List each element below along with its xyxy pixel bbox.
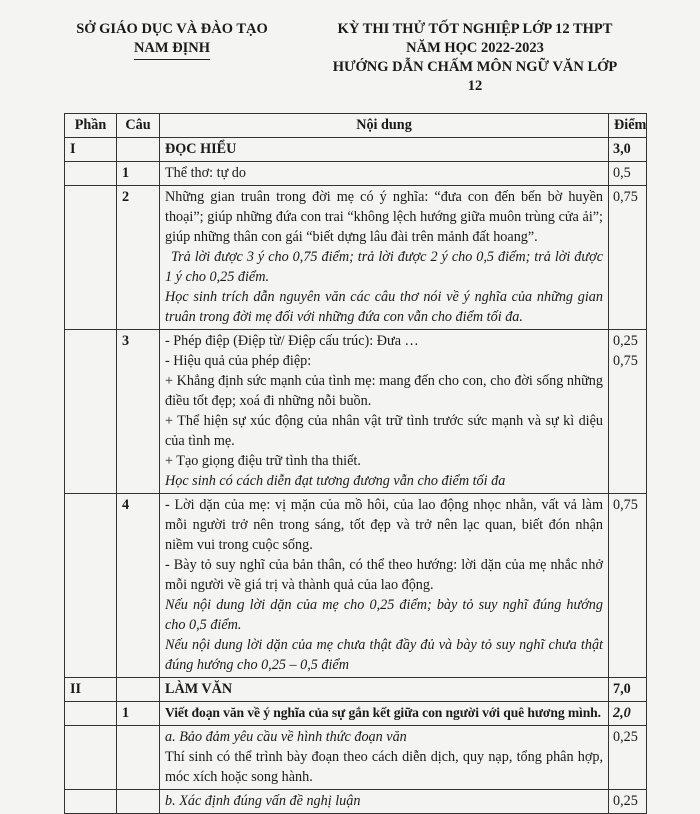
grading-note: Trả lời được 3 ý cho 0,75 điểm; trả lời được 2 ý cho 0,5 điểm; trả lời được 1 ý cho 0,25 điểm.: [165, 249, 603, 285]
section-row-writing: [65, 678, 647, 702]
province-name: NAM ĐỊNH: [134, 39, 210, 60]
criteria-title: b. Xác định đúng vấn đề nghị luận: [160, 790, 609, 814]
empty-cell: [117, 726, 160, 790]
answer-text: + Thể hiện sự xúc động của nhân vật trữ tình trước sức mạnh và sự kì diệu của tình mẹ.: [165, 413, 603, 449]
table-row: [65, 162, 647, 186]
answer-text: + Khẳng định sức mạnh của tình mẹ: mang đến cho con, cho đời sống những điều tốt đẹp; xoá đi những nỗi buồn.: [165, 373, 603, 409]
answer-text: + Tạo giọng điệu trữ tình tha thiết.: [165, 453, 361, 469]
guide-title: HƯỚNG DẪN CHẤM MÔN NGỮ VĂN LỚP 12: [332, 59, 618, 94]
question-number: 1: [117, 162, 160, 186]
header-part: Phần: [65, 114, 117, 138]
question-content: Thể thơ: tự do: [160, 162, 609, 186]
empty-cell: [65, 162, 117, 186]
question-number: 3: [117, 330, 160, 494]
empty-cell: [65, 702, 117, 726]
header-right: [325, 20, 625, 96]
empty-cell: [65, 494, 117, 678]
grading-table: [64, 113, 647, 814]
answer-text: Những gian truân trong đời mẹ có ý nghĩa: “đưa con đến bến bờ huyền thoại”; giúp những đứa con trai “không lệch hướng giữa muôn trùng cửa ải”; giúp những thân con gái “biết dựng lâu đài trên mảnh đất hoang”.: [165, 189, 603, 245]
question-points: 0,75: [609, 494, 647, 678]
table-row: [65, 790, 647, 814]
question-number: 1: [117, 702, 160, 726]
school-year: NĂM HỌC 2022-2023: [406, 40, 544, 56]
section-part: I: [65, 138, 117, 162]
criteria-points: 0,25: [609, 790, 647, 814]
writing-task-title: Viết đoạn văn về ý nghĩa của sự gắn kết giữa con người với quê hương mình.: [160, 702, 609, 726]
question-number: 2: [117, 186, 160, 330]
grading-note: Học sinh có cách diễn đạt tương đương vẫn cho điểm tối đa: [165, 473, 506, 489]
answer-text: - Hiệu quả của phép điệp:: [165, 353, 312, 369]
header-question: Câu: [117, 114, 160, 138]
table-row: [65, 186, 647, 330]
question-content: [160, 330, 609, 494]
points-value: 0,75: [613, 353, 638, 369]
section-points: 3,0: [609, 138, 647, 162]
empty-cell: [65, 330, 117, 494]
empty-cell: [117, 790, 160, 814]
empty-cell: [65, 790, 117, 814]
department-name: SỞ GIÁO DỤC VÀ ĐÀO TẠO: [76, 21, 268, 37]
table-row: [65, 702, 647, 726]
header-left: [72, 20, 272, 60]
section-title: LÀM VĂN: [160, 678, 609, 702]
table-row: [65, 330, 647, 494]
section-part: II: [65, 678, 117, 702]
question-content: [160, 494, 609, 678]
answer-text: - Bày tỏ suy nghĩ của bản thân, có thể theo hướng: lời dặn của mẹ nhắc nhở mỗi người về giá trị và thành quả của lao động.: [165, 557, 603, 593]
points-value: 0,25: [613, 333, 638, 349]
empty-cell: [65, 726, 117, 790]
question-points: [609, 330, 647, 494]
exam-title: KỲ THI THỬ TỐT NGHIỆP LỚP 12 THPT: [337, 21, 613, 37]
question-content: [160, 186, 609, 330]
question-number: 4: [117, 494, 160, 678]
grading-note: Nếu nội dung lời dặn của mẹ chưa thật đầy đủ và bày tỏ suy nghĩ chưa thật đúng hướng cho 0,25 – 0,5 điểm: [165, 637, 603, 673]
header-points: Điểm: [609, 114, 647, 138]
criteria-title: a. Bảo đảm yêu cầu về hình thức đoạn văn: [165, 729, 407, 745]
empty-cell: [65, 186, 117, 330]
section-row-reading: [65, 138, 647, 162]
answer-text: - Lời dặn của mẹ: vị mặn của mồ hôi, của lao động nhọc nhằn, vất vả làm mỗi người trở nên trong sáng, tốt đẹp và trở nên lạc quan, biết đón nhận niềm vui trong cuộc sống.: [165, 497, 603, 553]
question-points: 0,5: [609, 162, 647, 186]
grading-note: Nếu nội dung lời dặn của mẹ cho 0,25 điểm; bày tỏ suy nghĩ đúng hướng cho 0,5 điểm.: [165, 597, 603, 633]
criteria-content: [160, 726, 609, 790]
empty-cell: [117, 138, 160, 162]
section-title: ĐỌC HIỂU: [160, 138, 609, 162]
table-header-row: [65, 114, 647, 138]
header-content: Nội dung: [160, 114, 609, 138]
answer-text: - Phép điệp (Điệp từ/ Điệp cấu trúc): Đưa …: [165, 333, 419, 349]
table-row: [65, 494, 647, 678]
question-points: 2,0: [609, 702, 647, 726]
question-points: 0,75: [609, 186, 647, 330]
criteria-text: Thí sinh có thể trình bày đoạn theo cách diễn dịch, quy nạp, tổng phân hợp, móc xích hoặc song hành.: [165, 749, 603, 785]
empty-cell: [117, 678, 160, 702]
section-points: 7,0: [609, 678, 647, 702]
grading-note: Học sinh trích dẫn nguyên văn các câu thơ nói về ý nghĩa của những gian truân trong đời mẹ đối với những đứa con vẫn cho điểm tối đa.: [165, 289, 603, 325]
criteria-points: 0,25: [609, 726, 647, 790]
table-row: [65, 726, 647, 790]
